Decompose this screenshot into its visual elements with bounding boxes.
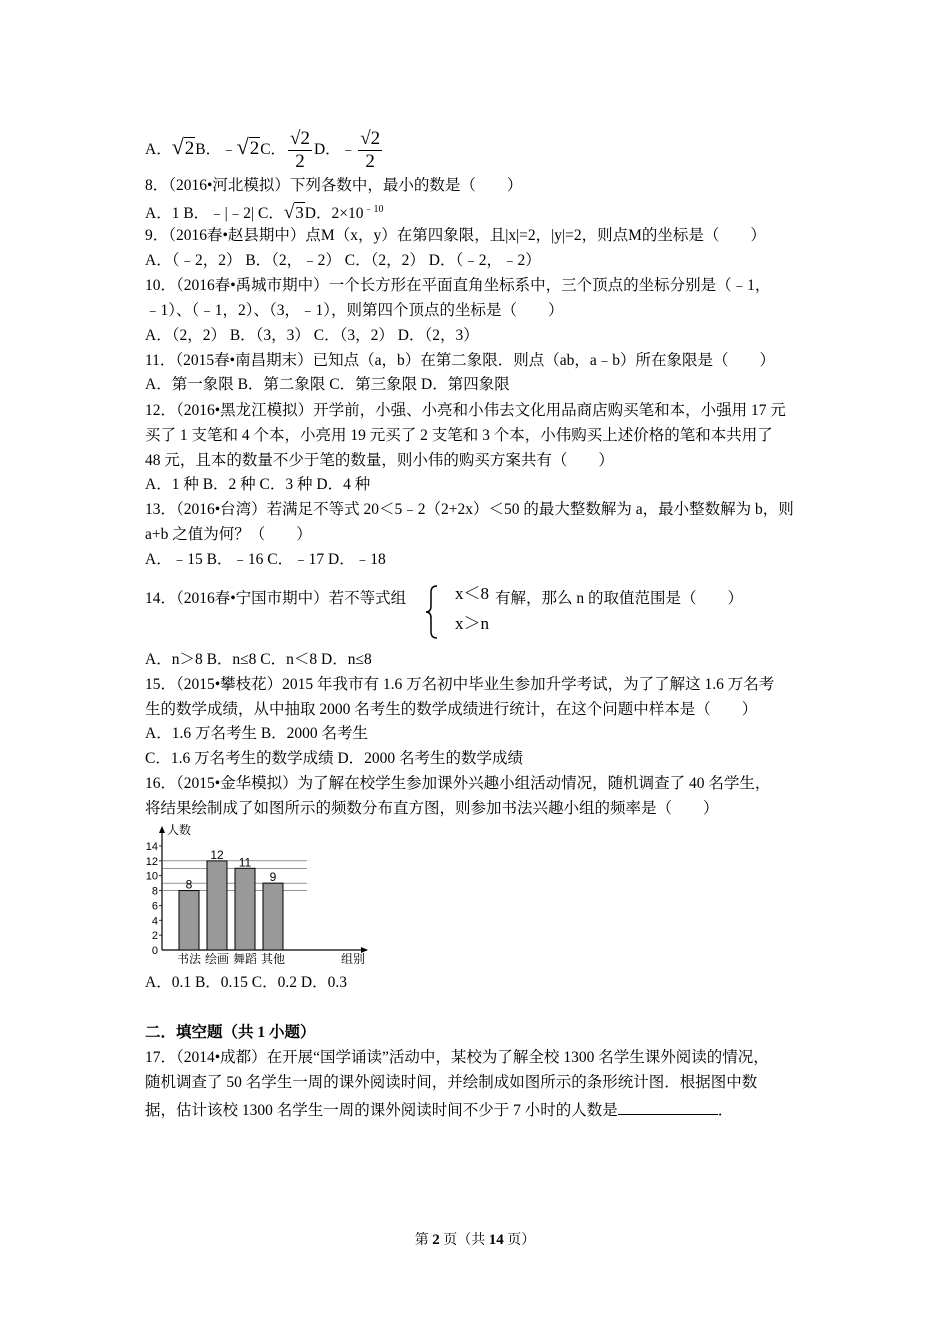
data-label: 11	[238, 855, 252, 870]
bar	[235, 868, 255, 950]
sqrt-expression: √3	[283, 202, 304, 224]
section-title: 二．填空题（共 1 小题）	[145, 1024, 316, 1041]
q14-stem-pre: 14．（2016春•宁国市期中）若不等式组	[145, 590, 407, 607]
q12-stem-line1: 12．（2016•黑龙江模拟）开学前，小强、小亮和小伟去文化用品商店购买笔和本，小强用 17 元	[145, 402, 786, 419]
y-tick-label: 14	[145, 841, 158, 853]
fraction: $\frac{√2}{2}$	[360, 128, 381, 172]
exponent: ﹣10	[363, 204, 384, 215]
q12-stem-line2: 买了 1 支笔和 4 个本，小亮用 19 元买了 2 支笔和 3 个本，小伟购买上述价格的笔和本共用了	[145, 427, 773, 444]
x-tick-label: 绘画	[204, 952, 230, 964]
q17-stem-line1: 17．（2014•成都）在开展“国学诵读”活动中，某校为了解全校 1300 名学生课外阅读的情况，	[145, 1049, 769, 1066]
y-tick-label: 4	[151, 915, 158, 928]
q11-options: A．第一象限 B．第二象限 C．第三象限 D．第四象限	[145, 376, 510, 393]
page-total: 14	[488, 1232, 504, 1248]
q10-stem-line2: ﹣1）、（﹣1，2）、（3，﹣1），则第四个顶点的坐标是（ ）	[145, 302, 564, 319]
q17-stem-line2: 随机调查了 50 名学生一周的课外阅读时间，并绘制成如图所示的条形统计图．根据图中数	[145, 1074, 758, 1091]
q14-inequality-2: x＞n	[455, 614, 489, 633]
denominator: 2	[365, 151, 375, 172]
y-tick-label: 8	[151, 885, 158, 898]
y-axis-arrow	[159, 826, 165, 833]
q9-stem: 9．（2016春•赵县期中）点M（x，y）在第四象限，且|x|=2，|y|=2，则点M的坐标是（ ）	[145, 227, 766, 244]
x-tick-label: 舞蹈	[232, 952, 258, 964]
q12-options: A．1 种 B．2 种 C．3 种 D．4 种	[145, 476, 371, 493]
q9-options: A．（﹣2，2） B．（2，﹣2） C．（2，2） D．（﹣2，﹣2）	[145, 252, 541, 269]
sqrt-expression: √2	[171, 134, 195, 160]
q10-stem-line1: 10．（2016春•禹城市期中）一个长方形在平面直角坐标系中，三个顶点的坐标分别是（﹣1，	[145, 277, 771, 294]
q14-options: A．n＞8 B．n≤8 C．n＜8 D．n≤8	[145, 651, 372, 668]
q12-stem-line3: 48 元，且本的数量不少于笔的数量，则小伟的购买方案共有（ ）	[145, 452, 614, 469]
q7-option-c-label: C．	[260, 141, 287, 159]
q15-options-line1: A．1.6 万名考生 B．2000 名考生	[145, 725, 369, 742]
q7-option-d-label: D．﹣	[313, 141, 357, 159]
bar	[207, 861, 227, 950]
x-tick-label: 其他	[260, 952, 286, 964]
q14-stem-post: 有解，那么 n 的取值范围是（ ）	[495, 590, 744, 607]
fraction: $\frac{√2}{2}$	[290, 128, 310, 172]
q7-option-a-label: A．	[145, 141, 172, 159]
answer-blank	[618, 1098, 718, 1115]
x-axis-title: 组别	[341, 952, 366, 964]
radicand: 3	[295, 203, 304, 223]
q11-stem: 11．（2015春•南昌期末）已知点（a，b）在第二象限．则点（ab，a﹣b）所在象限是（ ）	[145, 352, 775, 369]
q17-stem-line3	[145, 1098, 733, 1121]
q7-option-b-label: B．﹣	[195, 141, 237, 159]
y-tick-label: 10	[145, 870, 158, 883]
page-footer	[0, 1229, 950, 1249]
y-tick-label: 2	[151, 930, 158, 943]
y-tick-label: 0	[151, 945, 158, 957]
q8-options	[145, 200, 383, 224]
histogram-chart	[145, 822, 385, 964]
y-tick-label: 12	[145, 855, 158, 868]
q15-stem-line2: 生的数学成绩，从中抽取 2000 名考生的数学成绩进行统计，在这个问题中样本是（ ）	[145, 701, 758, 718]
q17-period: ．	[717, 1102, 734, 1119]
q13-options: A．﹣15 B．﹣16 C．﹣17 D．﹣18	[145, 551, 386, 568]
q16-stem-line2: 将结果绘制成了如图所示的频数分布直方图，则参加书法兴趣小组的频率是（ ）	[145, 800, 719, 817]
footer-pre: 第	[414, 1233, 433, 1248]
q15-stem-line1: 15．（2015•攀枝花）2015 年我市有 1.6 万名初中毕业生参加升学考试，为了了解这 1.6 万名考	[145, 676, 775, 693]
q8-option-d: D．2×10	[304, 205, 364, 223]
q16-stem-line1: 16．（2015•金华模拟）为了解在校学生参加课外兴趣小组活动情况，随机调查了 40 名学生，	[145, 775, 771, 792]
radicand: 2	[300, 128, 310, 149]
bar	[179, 891, 199, 950]
data-label: 12	[210, 847, 224, 862]
q8-stem: 8．（2016•河北模拟）下列各数中，最小的数是（ ）	[145, 177, 523, 194]
q8-options-ab: A．1 B．﹣|﹣2| C．	[145, 205, 284, 223]
page-number: 2	[432, 1232, 440, 1248]
q7-options	[145, 128, 384, 173]
x-tick-label: 书法	[176, 952, 202, 964]
q15-options-line2: C．1.6 万名考生的数学成绩 D．2000 名考生的数学成绩	[145, 750, 524, 767]
y-axis-title: 人数	[167, 823, 192, 837]
radicand: 2	[184, 138, 195, 160]
data-label: 9	[269, 870, 277, 885]
q10-options: A．（2，2） B．（3，3） C．（3，2） D．（2，3）	[145, 327, 479, 344]
q13-stem-line2: a+b 之值为何？（ ）	[145, 526, 312, 543]
q16-options: A．0.1 B．0.15 C．0.2 D．0.3	[145, 974, 347, 991]
footer-mid: 页（共	[439, 1233, 489, 1248]
bar	[263, 883, 283, 950]
radicand: 2	[249, 138, 260, 160]
q17-stem-line3-text: 据，估计该校 1300 名学生一周的课外阅读时间不少于 7 小时的人数是	[145, 1102, 618, 1119]
radicand: 2	[370, 128, 381, 149]
q14-inequality-1: x＜8	[455, 584, 489, 603]
data-label: 8	[185, 877, 193, 892]
q13-stem-line1: 13．（2016•台湾）若满足不等式 20＜5﹣2（2+2x）＜50 的最大整数解为 a，最小整数解为 b，则	[145, 501, 794, 518]
footer-post: 页）	[503, 1233, 536, 1248]
sqrt-expression: √2	[236, 134, 260, 160]
y-tick-label: 6	[151, 900, 158, 913]
denominator: 2	[295, 151, 305, 172]
